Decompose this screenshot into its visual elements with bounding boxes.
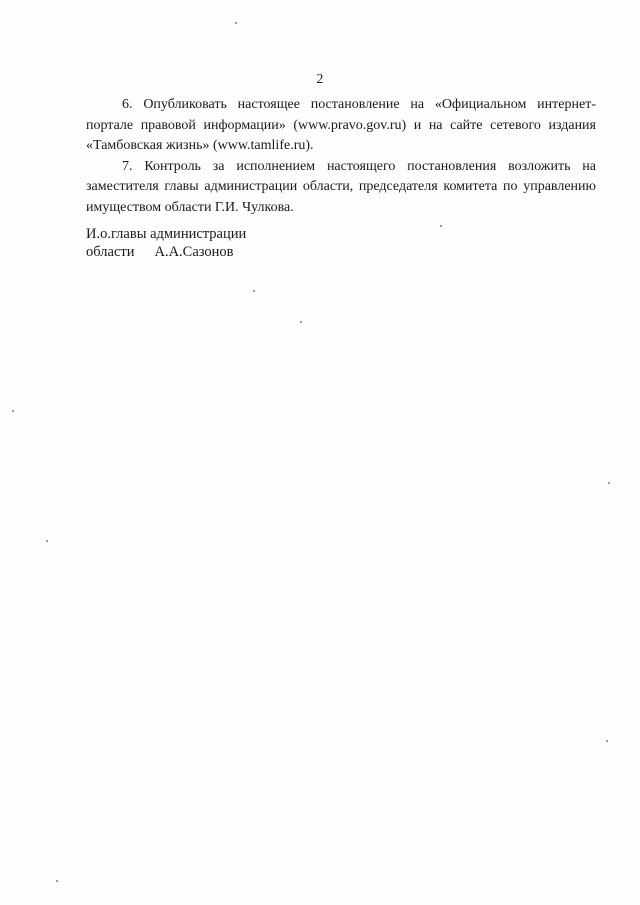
scan-speck: [253, 290, 255, 292]
scan-speck: [12, 410, 14, 412]
paragraph-publication: 6. Опубликовать настоящее постановление на «Официальном интернет-портале правовой информации» (www.pravo.gov.ru) и на сайте сетевого издания «Тамбовская жизнь» (www.tamlife.ru).: [86, 97, 596, 153]
scan-speck: [300, 321, 302, 323]
signature-name: А.А.Сазонов: [154, 244, 234, 260]
document-body: [86, 95, 596, 218]
signature-block: [86, 225, 246, 261]
scan-speck: [46, 540, 48, 542]
signature-name-line: [86, 243, 246, 261]
signature-region: области: [86, 244, 135, 260]
scan-speck: [56, 880, 58, 882]
scan-speck: [606, 740, 608, 742]
page-number: 2: [316, 72, 324, 87]
scan-speck: [235, 22, 237, 24]
signature-title: И.о.главы администрации: [86, 226, 247, 242]
paragraph-control: 7. Контроль за исполнением настоящего постановления возложить на заместителя главы администрации области, председателя комитета по управлению имуществом области Г.И. Чулкова.: [86, 158, 596, 215]
scan-speck: [440, 225, 442, 227]
scan-speck: [608, 482, 610, 484]
